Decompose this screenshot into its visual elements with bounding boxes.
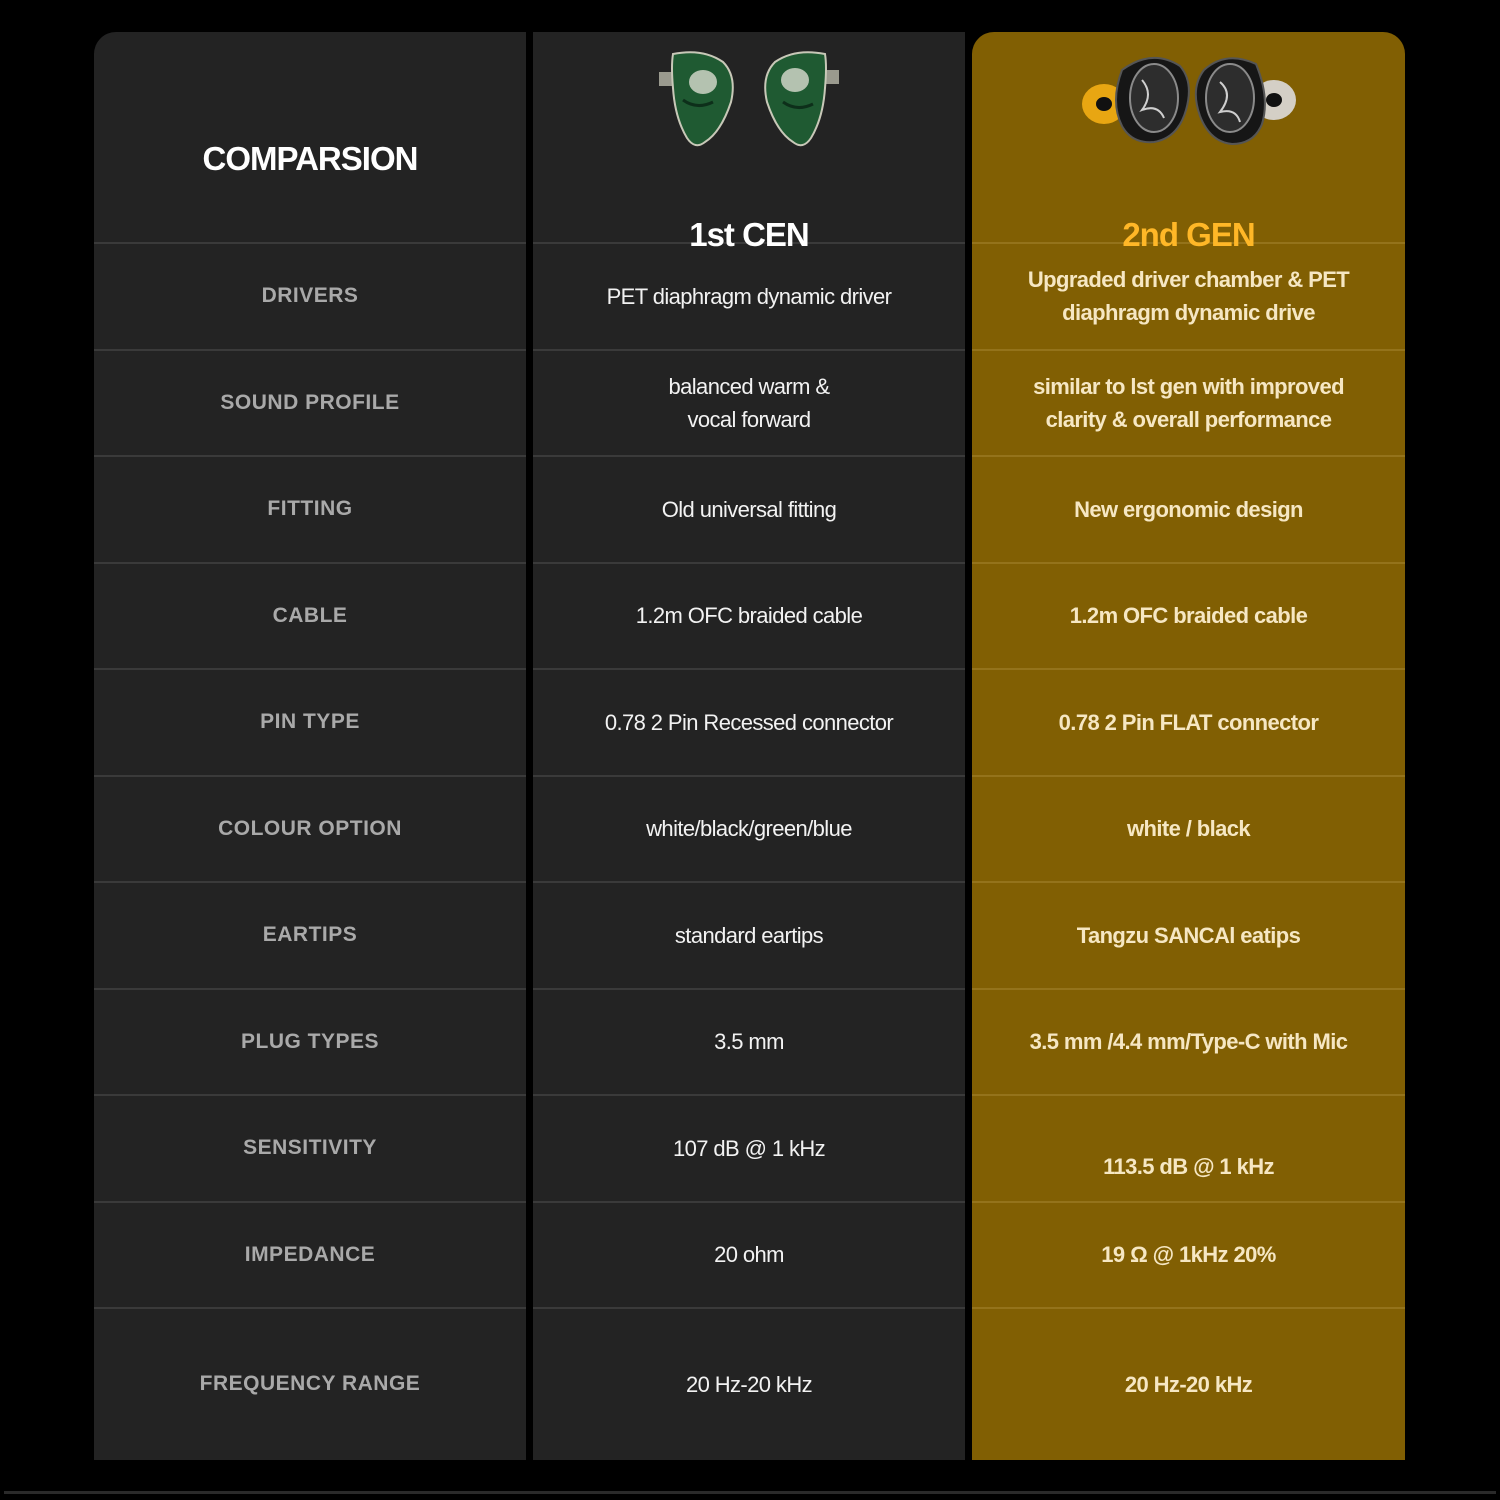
row-label: DRIVERS bbox=[261, 284, 359, 308]
gen2-cell-sensitivity bbox=[972, 1096, 1405, 1203]
cell-line: Upgraded driver chamber & PET bbox=[1027, 267, 1350, 293]
gen2-cell-drivers bbox=[972, 244, 1405, 351]
gen1-title: 1st CEN bbox=[689, 216, 809, 253]
cell-text bbox=[1028, 263, 1349, 329]
gen1-cell-impedance bbox=[533, 1203, 965, 1310]
row-label-impedance bbox=[94, 1203, 526, 1310]
cell-text: Tangzu SANCAl eatips bbox=[1076, 922, 1301, 948]
gen2-cell-cable bbox=[972, 564, 1405, 671]
black-earbuds-icon bbox=[972, 40, 1405, 160]
row-label-pin-type bbox=[94, 670, 526, 777]
row-label: COLOUR OPTION bbox=[218, 816, 402, 840]
row-label: IMPEDANCE bbox=[244, 1242, 376, 1266]
row-label: FITTING bbox=[267, 497, 353, 521]
row-label-drivers bbox=[94, 244, 526, 351]
gen2-cell-sound-profile bbox=[972, 351, 1405, 458]
gen2-header bbox=[972, 32, 1405, 253]
gen1-cell-eartips bbox=[533, 883, 965, 990]
row-label: PIN TYPE bbox=[260, 710, 360, 734]
row-label: PLUG TYPES bbox=[240, 1029, 380, 1053]
cell-text: 107 dB @ 1 kHz bbox=[672, 1135, 826, 1161]
gen1-cell-cable bbox=[533, 564, 965, 671]
green-earbuds-icon bbox=[533, 40, 965, 160]
gen2-column bbox=[972, 32, 1405, 1460]
row-label-sensitivity bbox=[94, 1096, 526, 1203]
gen2-cell-eartips bbox=[972, 883, 1405, 990]
gen2-cell-plug-types bbox=[972, 990, 1405, 1097]
cell-line: diaphragm dynamic drive bbox=[1062, 300, 1315, 326]
cell-text: 0.78 2 Pin Recessed connector bbox=[604, 709, 894, 735]
gen2-cell-frequency-range bbox=[972, 1309, 1405, 1459]
cell-text: 20 Hz-20 kHz bbox=[1124, 1371, 1253, 1397]
row-label: FREQUENCY RANGE bbox=[199, 1372, 421, 1395]
cell-text: 20 ohm bbox=[714, 1242, 784, 1268]
row-label-cable bbox=[94, 564, 526, 671]
gen2-cell-colour-option bbox=[972, 777, 1405, 884]
row-label: SENSITIVITY bbox=[243, 1136, 377, 1160]
cell-line: balanced warm & bbox=[668, 373, 830, 399]
label-column bbox=[94, 32, 526, 1460]
cell-text bbox=[1033, 370, 1344, 436]
row-label-fitting bbox=[94, 457, 526, 564]
cell-text: 1.2m OFC braided cable bbox=[635, 603, 863, 629]
cell-text: Old universal fitting bbox=[661, 496, 837, 522]
gen1-cell-plug-types bbox=[533, 990, 965, 1097]
cell-text: 3.5 mm bbox=[714, 1029, 784, 1055]
cell-text: 19 Ω @ 1kHz 20% bbox=[1101, 1242, 1276, 1268]
row-label-frequency-range bbox=[94, 1309, 526, 1459]
gen1-cell-pin-type bbox=[533, 670, 965, 777]
cell-text: 20 Hz-20 kHz bbox=[685, 1371, 813, 1397]
row-label-sound-profile bbox=[94, 351, 526, 458]
gen2-cell-pin-type bbox=[972, 670, 1405, 777]
gen2-cell-impedance bbox=[972, 1203, 1405, 1310]
gen1-cell-sound-profile bbox=[533, 351, 965, 458]
gen2-cell-fitting bbox=[972, 457, 1405, 564]
label-header bbox=[94, 32, 526, 244]
row-label-plug-types bbox=[94, 990, 526, 1097]
cell-line: clarity & overall performance bbox=[1045, 406, 1332, 432]
cell-text bbox=[669, 370, 830, 436]
gen1-cell-fitting bbox=[533, 457, 965, 564]
gen1-header bbox=[533, 32, 965, 253]
gen1-cell-drivers bbox=[533, 244, 965, 351]
cell-text: standard eartips bbox=[674, 922, 824, 948]
row-label-colour-option bbox=[94, 777, 526, 884]
cell-text: 113.5 dB @ 1 kHz bbox=[1103, 1153, 1274, 1179]
cell-text: white/black/green/blue bbox=[646, 816, 852, 842]
cell-text: 1.2m OFC braided cable bbox=[1069, 603, 1308, 629]
row-label: CABLE bbox=[272, 603, 348, 627]
cell-text: New ergonomic design bbox=[1074, 496, 1303, 522]
cell-text: white / black bbox=[1126, 816, 1251, 842]
gen1-cell-colour-option bbox=[533, 777, 965, 884]
row-label: EARTIPS bbox=[262, 923, 358, 947]
page-title: COMPARSION bbox=[202, 140, 418, 177]
gen1-column bbox=[533, 32, 965, 1460]
cell-text: 0.78 2 Pin FLAT connector bbox=[1058, 709, 1319, 735]
row-label: SOUND PROFILE bbox=[220, 390, 400, 414]
cell-text: PET diaphragm dynamic driver bbox=[606, 283, 892, 309]
cell-text: 3.5 mm /4.4 mm/Type-C with Mic bbox=[1029, 1029, 1348, 1055]
gen2-title: 2nd GEN bbox=[1122, 216, 1255, 253]
cell-line: similar to lst gen with improved bbox=[1033, 373, 1344, 399]
row-label-eartips bbox=[94, 883, 526, 990]
gen1-cell-frequency-range bbox=[533, 1309, 965, 1459]
gen1-cell-sensitivity bbox=[533, 1096, 965, 1203]
cell-line: vocal forward bbox=[687, 406, 811, 432]
